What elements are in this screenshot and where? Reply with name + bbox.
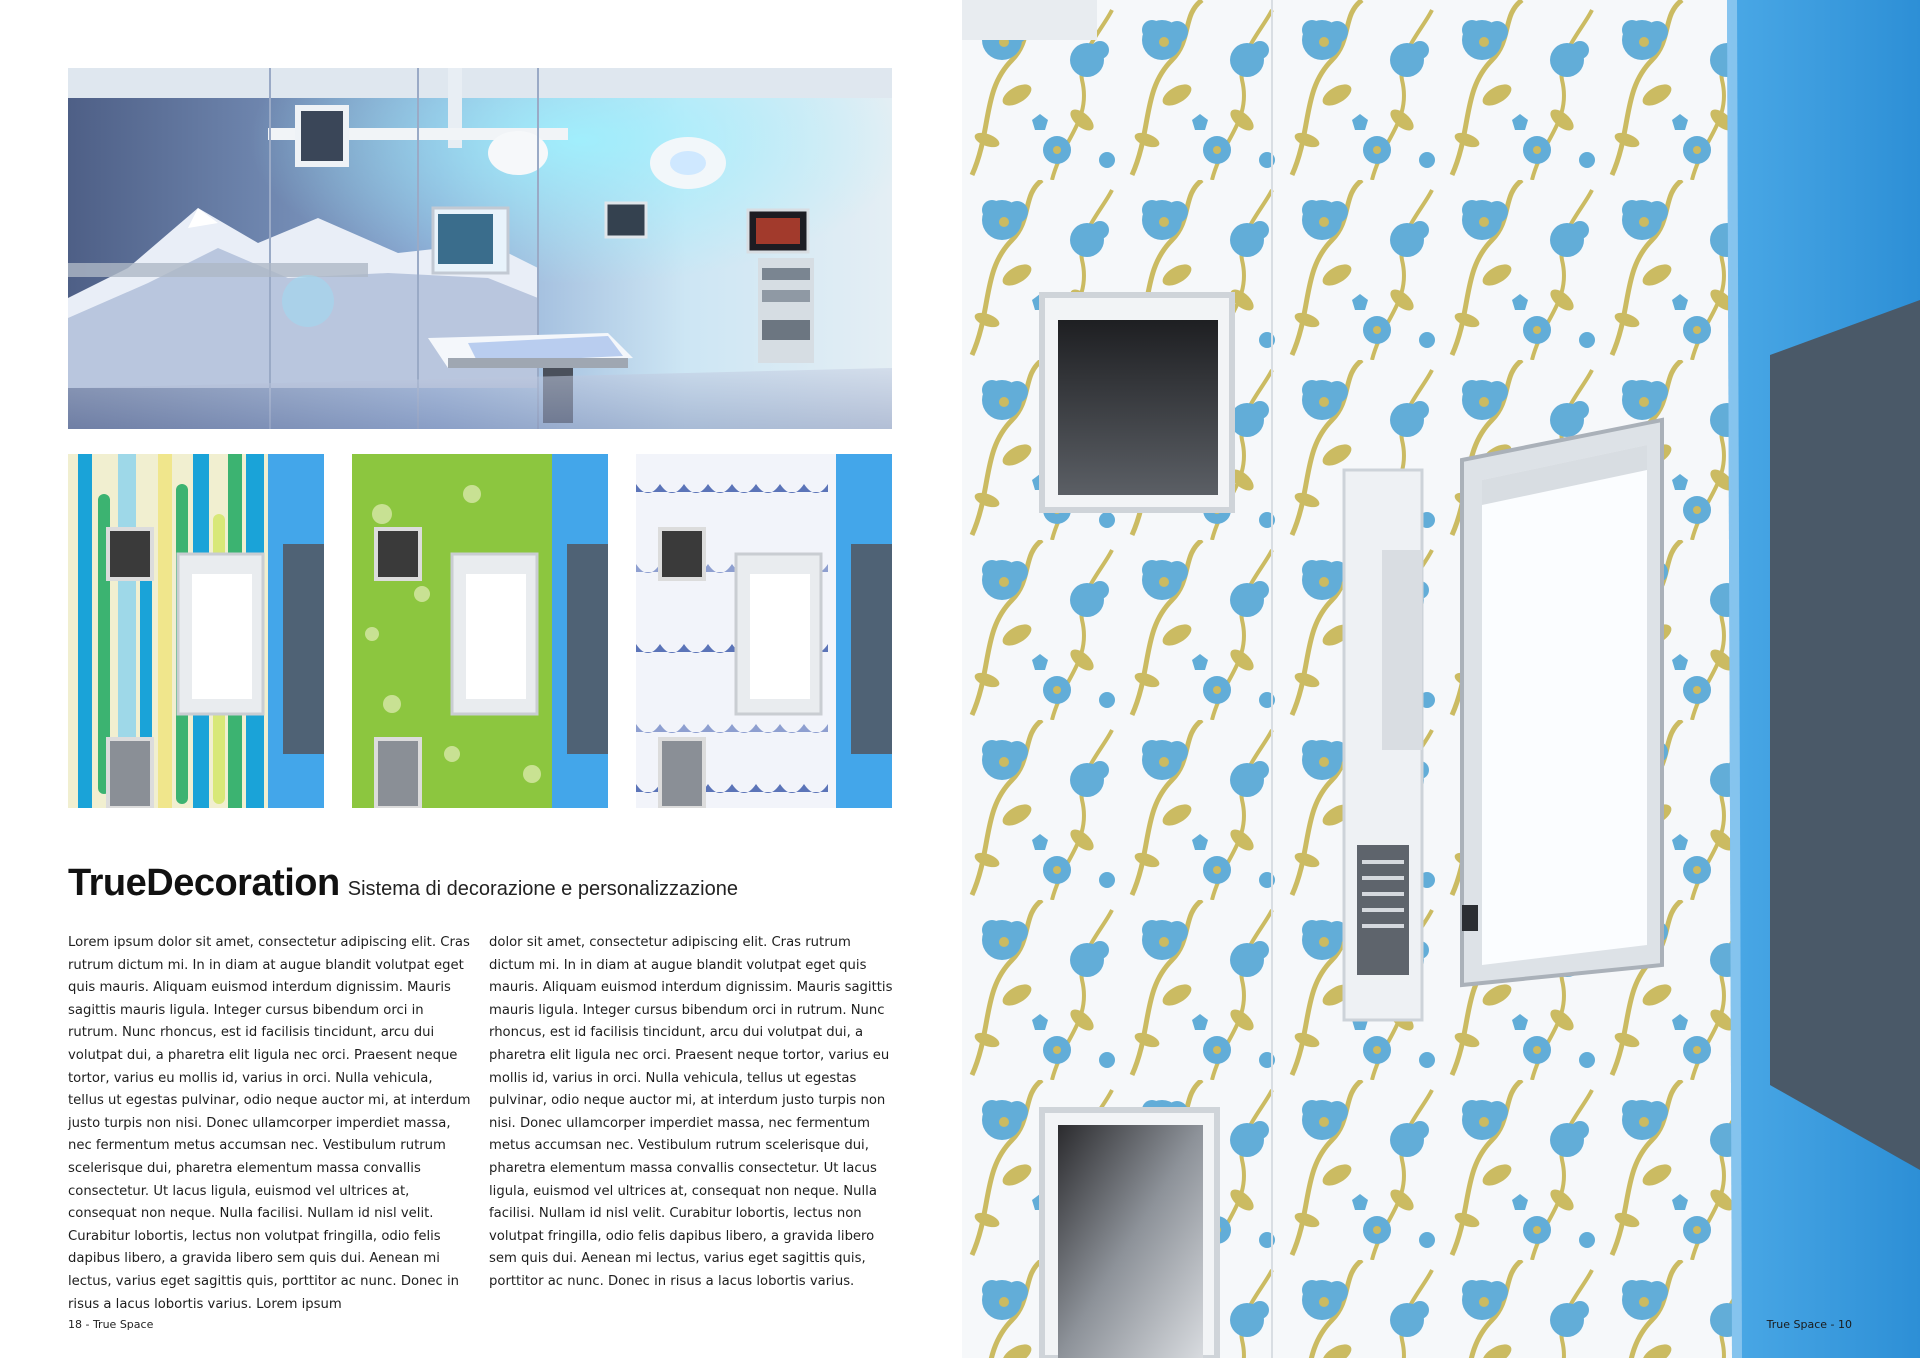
operating-room-photo <box>68 68 892 429</box>
brand-title: TrueDecoration <box>68 862 340 904</box>
thumbnail-blue-scale-pattern <box>636 454 892 808</box>
floral-wallpaper-wall-photo <box>962 0 1920 1358</box>
page-folio-right: True Space - 10 <box>1766 1318 1852 1331</box>
body-text-column-2: dolor sit amet, consectetur adipiscing elit. Cras rutrum dictum mi. In in diam at augue blandit volutpat eget quis mauris. Aliquam euismod interdum dignissim. Mauris sagittis mauris ligula. Integer cursus bibendum orci in rutrum. Nunc rhoncus, est id facilisis tincidunt, arcu dui volutpat dui, a pharetra elit ligula nec orci. Praesent neque tortor, varius eu mollis id, varius in orci. Nulla vehicula, tellus ut egestas pulvinar, odio neque auctor mi, at interdum justo turpis non nisi. Donec ullamcorper imperdiet massa, nec fermentum metus accumsan nec. Vestibulum rutrum scelerisque dui, pharetra elementum massa convallis consectetur. Ut lacus ligula, euismod vel ultrices at, consequat non neque. Nulla facilisi. Nullam id nisl velit. Curabitur lobortis, lectus non volutpat fringilla, odio felis dapibus libero, a gravida libero sem quis dui. Aenean mi lectus, varius eget sagittis quis, porttitor ac nunc. Donec in risus a lacus lobortis varius. <box>489 935 893 1289</box>
page-folio-left: 18 - True Space <box>68 1318 154 1331</box>
thumbnail-green-floral-pattern <box>352 454 608 808</box>
section-heading <box>68 862 898 905</box>
thumbnail-stripe-pattern <box>68 454 324 808</box>
body-text-column-1: Lorem ipsum dolor sit amet, consectetur adipiscing elit. Cras rutrum dictum mi. In in diam at augue blandit volutpat eget quis mauris. Aliquam euismod interdum dignissim. Mauris sagittis mauris ligula. Integer cursus bibendum orci in rutrum. Nunc rhoncus, est id facilisis tincidunt, arcu dui volutpat dui, a pharetra elit ligula nec orci. Praesent neque tortor, varius eu mollis id, varius in orci. Nulla vehicula, tellus ut egestas pulvinar, odio neque auctor mi, at interdum justo turpis non nisi. Donec ullamcorper imperdiet massa, nec fermentum metus accumsan nec. Vestibulum rutrum scelerisque dui, pharetra elementum massa convallis consectetur. Ut lacus ligula, euismod vel ultrices at, consequat non neque. Nulla facilisi. Nullam id nisl velit. Curabitur lobortis, lectus non volutpat fringilla, odio felis dapibus libero, a gravida libero sem quis dui. Aenean mi lectus, varius eget sagittis quis, porttitor ac nunc. Donec in risus a lacus lobortis varius. Lorem ipsum <box>68 935 471 1312</box>
heading-tagline: Sistema di decorazione e personalizzazione <box>347 878 738 900</box>
